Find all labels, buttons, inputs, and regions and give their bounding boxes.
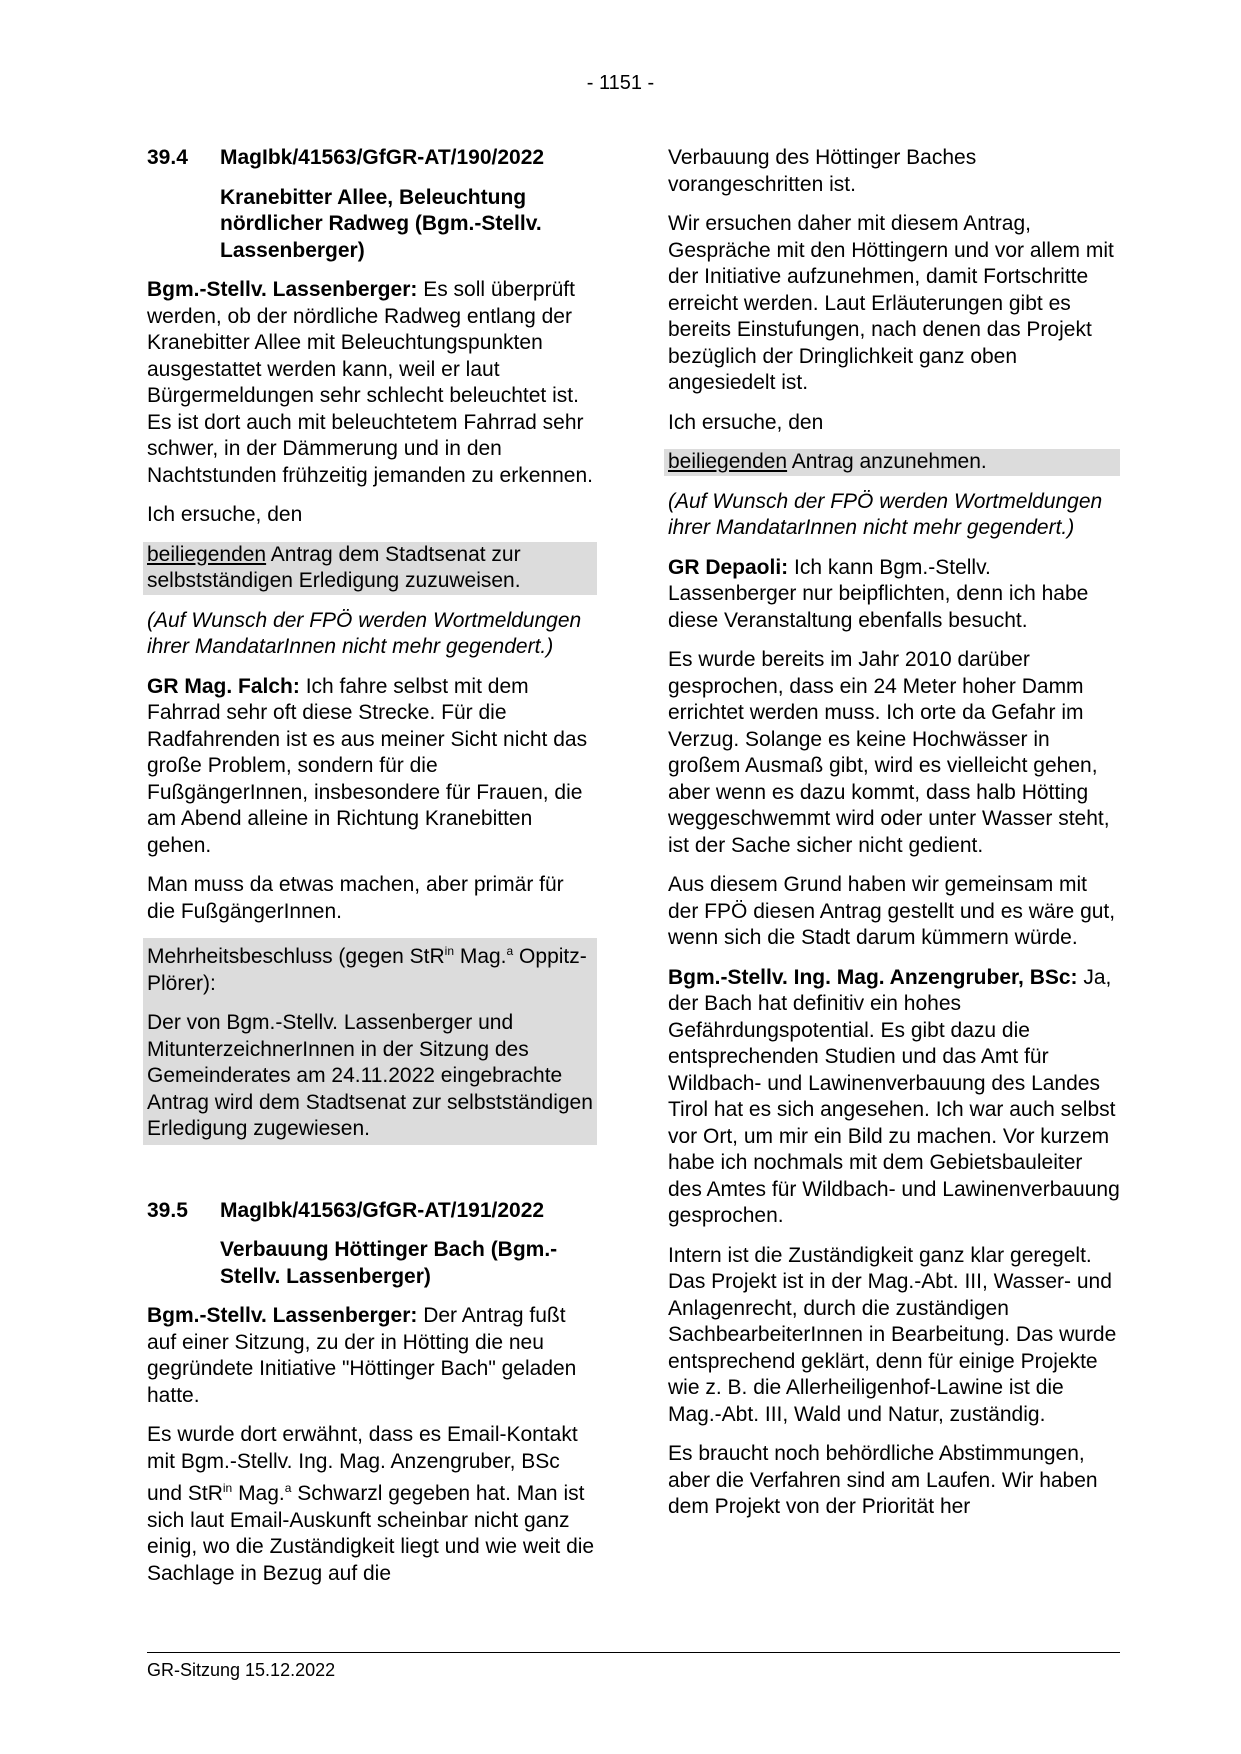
note-text: (Auf Wunsch der FPÖ werden Wortmeldungen ihrer MandatarInnen nicht mehr gegendert.) [668,489,1103,539]
speech-paragraph [147,277,597,489]
item-header [147,145,597,172]
motion-rest: Antrag anzunehmen. [787,450,987,473]
speaker-name: Bgm.-Stellv. Lassenberger: [147,278,418,301]
speaker-name: GR Depaoli: [668,555,789,579]
item-reference: MagIbk/41563/GfGR-AT/191/2022 [220,1198,545,1222]
motion-underlined: beiliegenden [147,542,267,566]
footer-text: GR-Sitzung 15.12.2022 [147,1660,336,1680]
gender-note [668,489,1120,542]
paragraph: Intern ist die Zuständigkeit ganz klar geregelt. Das Projekt ist in der Mag.-Abt. III, Wasser- und Anlagenrecht, durch die zuständigen SachbearbeiterInnen in Bearbeitung. Das wurde entsprechend geklärt, denn für einige Projekte wie z. B. die Allerheiligenhof-Lawine ist die Mag.-Abt. III, Wald und Natur, zuständig. [668,1243,1117,1426]
right-column [668,145,1120,1534]
resolution-text: Der von Bgm.-Stellv. Lassenberger und MitunterzeichnerInnen in der Sitzung des Gemeinderates am 24.11.2022 eingebrachte Antrag wird dem Stadtsenat zur selbstständigen Erledigung zugewiesen. [147,1011,593,1140]
gender-note [147,608,597,661]
item-reference: MagIbk/41563/GfGR-AT/190/2022 [220,146,545,169]
item-subject: Verbauung Höttinger Bach (Bgm.-Stellv. Lassenberger) [220,1238,558,1288]
resolution-block [143,938,597,1145]
motion-rest: Antrag dem Stadtsenat zur selbstständigen Erledigung zuzuweisen. [147,542,521,592]
speech-text: Ich kann Bgm.-Stellv. Lassenberger nur beipflichten, denn ich habe diese Veranstaltung ebenfalls besucht. [668,555,1089,632]
paragraph: Aus diesem Grund haben wir gemeinsam mit der FPÖ diesen Antrag gestellt und es wäre gut, wenn sich die Stadt darum kümmern würde. [668,873,1116,949]
footer-rule [147,1652,1120,1653]
speaker-name: GR Mag. Falch: [147,674,300,698]
speech-text: Ja, der Bach hat definitiv ein hohes Gefährdungspotential. Es gibt dazu die entsprechenden Studien und das Amt für Wildbach- und Lawinenverbauung des Landes Tirol hat es sich angesehen. Ich war auch selbst vor Ort, um mir ein Bild zu machen. Vor kurzem habe ich nochmals mit dem Gebietsbauleiter des Amtes für Wildbach- und Lawinenverbauung gesprochen. [668,965,1120,1227]
item-number: 39.5 [147,1198,188,1222]
paragraph: Verbauung des Höttinger Baches vorangeschritten ist. [668,146,977,196]
paragraph: Wir ersuchen daher mit diesem Antrag, Gespräche mit den Höttingern und vor allem mit der Initiative aufzunehmen, damit Fortschritte erreicht werden. Laut Erläuterungen gibt es bereits Einstufungen, nach denen das Projekt bezüglich der Dringlichkeit ganz oben angesiedelt ist. [668,212,1114,394]
speech-text: Ich fahre selbst mit dem Fahrrad sehr oft diese Strecke. Für die Radfahrenden ist es aus meiner Sicht nicht das große Problem, sondern für die FußgängerInnen, insbesondere für Frauen, die am Abend alleine in Richtung Kranebitten gehen. [147,674,588,857]
speaker-name: Bgm.-Stellv. Ing. Mag. Anzengruber, BSc: [668,965,1078,989]
paragraph: Es wurde bereits im Jahr 2010 darüber gesprochen, dass ein 24 Meter hoher Damm errichtet werden muss. Ich orte da Gefahr im Verzug. Solange es keine Hochwässer in großem Ausmaß gibt, wird es vielleicht gehen, aber wenn es dazu kommt, dass halb Hötting weggeschwemmt wird oder unter Wasser steht, ist der Sache sicher nicht gedient. [668,648,1110,857]
note-text: (Auf Wunsch der FPÖ werden Wortmeldungen ihrer MandatarInnen nicht mehr gegendert.) [147,608,582,658]
speech-text: Der Antrag fußt auf einer Sitzung, zu der in Hötting die neu gegründete Initiative "Höttinger Bach" geladen hatte. [147,1304,577,1407]
motion-text [664,449,1120,476]
left-column [147,145,597,1600]
paragraph: Man muss da etwas machen, aber primär für die FußgängerInnen. [147,873,564,923]
speech-paragraph [147,1303,597,1409]
item-number: 39.4 [147,146,188,169]
paragraph: Es wurde dort erwähnt, dass es Email-Kontakt mit Bgm.-Stellv. Ing. Mag. Anzengruber, BSc und StR$^{in}$ Mag.$^a$ Schwarzl gegeben hat. Man ist sich laut Email-Auskunft scheinbar nicht ganz einig, wo die Zuständigkeit liegt und wie weit die Sachlage in Bezug auf die [147,1423,595,1585]
paragraph: Es braucht noch behördliche Abstimmungen, aber die Verfahren sind am Laufen. Wir haben dem Projekt von der Priorität her [668,1442,1098,1518]
speech-paragraph [147,674,597,860]
motion-underlined: beiliegenden [668,450,788,473]
speech-paragraph [668,965,1120,1230]
speech-text: Es soll überprüft werden, ob der nördliche Radweg entlang der Kranebitter Allee mit Beleuchtungspunkten ausgestattet werden kann, weil er laut Bürgermeldungen sehr schlecht beleuchtet ist. Es ist dort auch mit beleuchtetem Fahrrad sehr schwer, in der Dämmerung und in den Nachtstunden frühzeitig jemanden zu erkennen. [147,278,593,487]
paragraph: Ich ersuche, den [668,410,824,434]
paragraph: Ich ersuche, den [147,503,303,526]
item-header [147,1198,597,1225]
speaker-name: Bgm.-Stellv. Lassenberger: [147,1304,418,1327]
motion-text [143,542,597,595]
item-subject: Kranebitter Allee, Beleuchtung nördlicher Radweg (Bgm.-Stellv. Lassenberger) [220,185,542,262]
page-number: - 1151 - [586,72,655,94]
speech-paragraph [668,555,1120,635]
resolution-type: Mehrheitsbeschluss (gegen StR$^{in}$ Mag.$^a$ Oppitz-Plörer): [147,944,587,995]
